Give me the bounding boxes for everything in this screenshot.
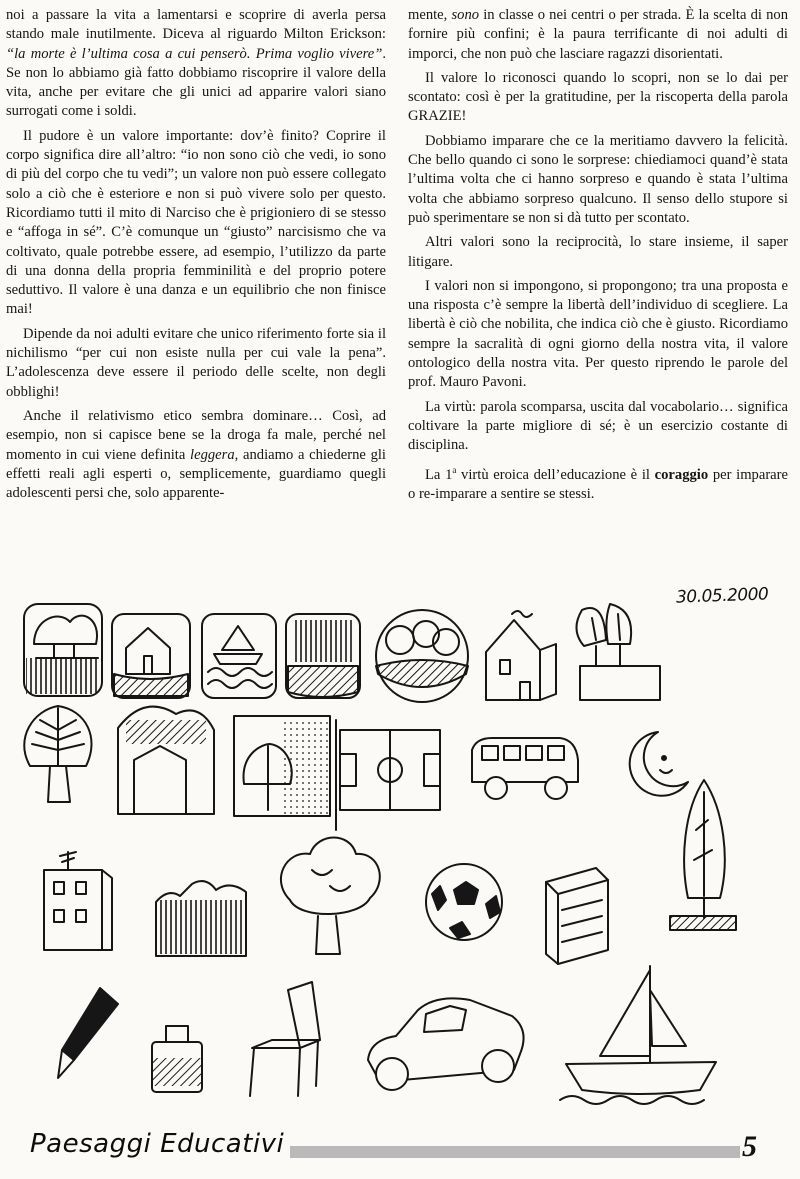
boat-square-icon bbox=[202, 614, 276, 698]
article-paragraph bbox=[6, 325, 386, 402]
paragraph-run: Il valore lo riconosci quando lo scopri, non se lo dai per scontato: così è per la gratitudine, per la riscoperta della parola GRAZIE! bbox=[408, 69, 788, 125]
paragraph-run: La 1 bbox=[425, 466, 453, 483]
footer-brand: Paesaggi Educativi bbox=[26, 1129, 290, 1159]
chair-icon bbox=[250, 982, 320, 1096]
gate-house-icon bbox=[118, 707, 214, 814]
tree-icon bbox=[24, 706, 91, 802]
article-paragraph bbox=[408, 233, 788, 272]
paragraph-run: Il pudore è un valore importante: dov’è finito? Coprire il corpo significa dire all’altro: “io non sono ciò che vedi, io sono di più del corpo che tu vedi”; un valore non può essere collegato solo a ciò che è esteriore e non si può vivere solo per questo. Ricordiamo tutti il mito di Narciso che è prigioniero di se stesso e “affoga in sé”. C’è comunque un “giusto” narcisismo che va coltivato, quale potrebbe essere, ad esempio, l’utilizzo da parte di una donna della propria femminilità e del proprio potere seduttivo. Il valore è una danza e un equilibrio che non finisce mai! bbox=[6, 127, 386, 318]
paragraph-run: “la morte è l’ultima cosa a cui penserò. Prima voglio vivere” bbox=[6, 45, 383, 62]
paragraph-run: sono bbox=[451, 7, 480, 23]
car-icon bbox=[368, 998, 524, 1090]
paragraph-run: virtù eroica dell’educazione è il bbox=[456, 466, 655, 483]
article-column-right bbox=[408, 6, 788, 509]
pen-nib-icon bbox=[58, 988, 118, 1078]
book-icon bbox=[546, 868, 608, 964]
window-tree-icon bbox=[234, 716, 330, 816]
paragraph-run: Anche il relativismo etico sembra dominare… Così, ad esempio, non si capisce bene se la droga fa male, perché nel momento in cui viene definita bbox=[6, 407, 386, 463]
fence-icon bbox=[156, 881, 246, 956]
article-paragraph bbox=[408, 6, 788, 64]
article-paragraph bbox=[408, 398, 788, 456]
article-paragraph bbox=[6, 6, 386, 122]
house-icon bbox=[486, 611, 556, 700]
paragraph-run: leggera bbox=[190, 446, 235, 463]
big-tree-icon bbox=[281, 838, 380, 955]
trees-circle-icon bbox=[376, 610, 468, 702]
article-paragraph bbox=[408, 277, 788, 393]
article-paragraph bbox=[6, 407, 386, 503]
moon-face-icon bbox=[630, 732, 688, 796]
page-number: 5 bbox=[742, 1130, 757, 1163]
paragraph-run: Altri valori sono la reciprocità, lo stare insieme, il saper litigare. bbox=[408, 234, 788, 270]
paragraph-run: mente, bbox=[408, 7, 452, 23]
article-paragraph bbox=[6, 127, 386, 320]
ink-bottle-icon bbox=[152, 1026, 202, 1092]
article-column-left bbox=[6, 6, 386, 508]
trees-box-icon bbox=[576, 604, 660, 700]
bus-icon bbox=[472, 738, 578, 799]
paragraph-run: I valori non si impongono, si propongono; tra una proposta e una risposta c’è sempre la libertà dell’individuo di scegliere. La libertà è ciò che nobilita, che indica ciò che è giusto. Ricordiamo sempre la sacralità di ogni giorno della nostra vita, il valore ontologico della nostra vita. Per questo riprendo le parole del prof. Mauro Pavoni. bbox=[408, 277, 788, 391]
tree-square-icon bbox=[24, 604, 102, 696]
sailboat-icon bbox=[560, 966, 716, 1104]
paragraph-run: La virtù: parola scomparsa, uscita dal vocabolario… significa coltivare la parte migliore di sé; è un esercizio costante di disciplina. bbox=[408, 398, 788, 454]
soccer-ball-icon bbox=[426, 864, 502, 940]
paragraph-run: coraggio bbox=[654, 466, 709, 483]
football-field-icon bbox=[336, 720, 440, 830]
building-icon bbox=[44, 852, 112, 950]
article-paragraph bbox=[408, 461, 788, 504]
article-paragraph bbox=[408, 132, 788, 228]
paragraph-run: . Se non lo abbiamo già fatto dobbiamo riscoprire il valore della vita, anche per evitare che gli unici ad apparire valori siano surrogati come i soldi. bbox=[6, 45, 386, 120]
paragraph-run: per imparare o re-imparare a sentire se stessi. bbox=[408, 466, 788, 502]
cypress-tree-icon bbox=[670, 780, 736, 930]
paragraph-run: noi a passare la vita a lamentarsi e scoprire di averla persa stando male inutilmente. Diceva al riguardo Milton Erickson: bbox=[6, 7, 386, 43]
paragraph-run: Dobbiamo imparare che ce la meritiamo davvero la felicità. Che bello quando ci sono le sorprese: chiediamoci quand’è stata l’ultima volta che ci hanno sorpreso e quando è stata l’ultima volta che abbiamo sorpreso qualcuno. Il senso dello stupore si può sperimentare se non si dà tutto per scontato. bbox=[408, 132, 788, 226]
paragraph-run: Dipende da noi adulti evitare che unico riferimento forte sia il nichilismo “per cui non esiste nulla per cui vale la pena”. L’adolescenza deve essere il periodo delle scelte, non degli obblighi! bbox=[6, 325, 386, 400]
drawings-illustration bbox=[0, 570, 800, 1130]
article-paragraph bbox=[408, 69, 788, 127]
paragraph-run: , andiamo a chiederne gli effetti reali agli esperti o, semplicemente, guardiamo quegli adolescenti persi che, solo apparente- bbox=[6, 446, 386, 502]
paragraph-run: in classe o nei centri o per strada. È la scelta di non fornire più confini; è la paura terrificante di noi adulti di imporci, che non può che lasciare ragazzi disorientati. bbox=[408, 7, 788, 62]
house-square-icon bbox=[112, 614, 190, 698]
drawing-date: 30.05.2000 bbox=[675, 584, 769, 608]
fence-square-icon bbox=[286, 614, 360, 698]
paragraph-run: a bbox=[452, 464, 457, 475]
